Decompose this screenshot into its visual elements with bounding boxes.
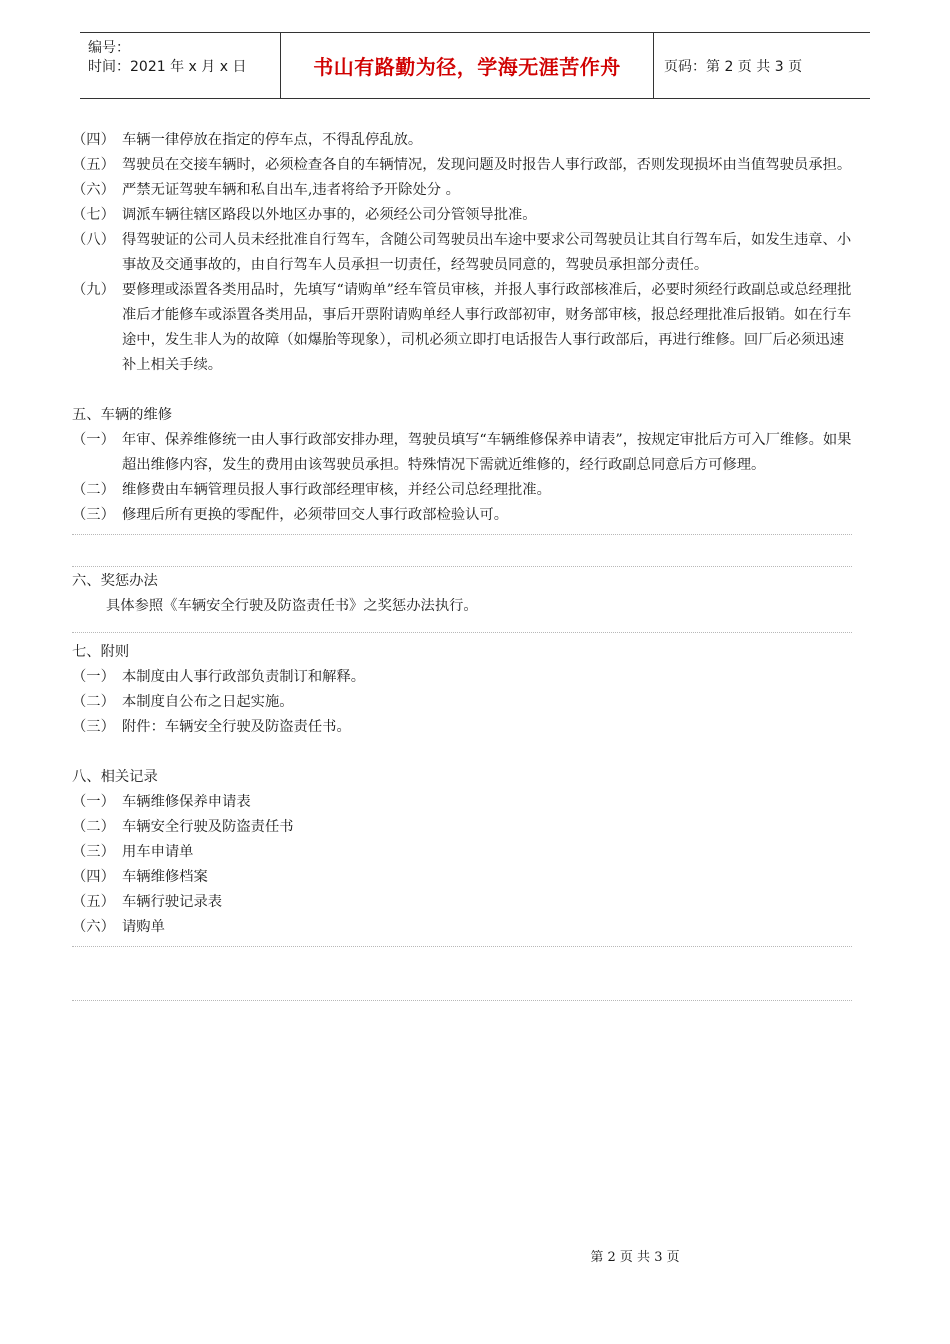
list-item: （三） 附件：车辆安全行驶及防盗责任书。 [72,719,351,735]
list-item: （七） 调派车辆往辖区路段以外地区办事的，必须经公司分管领导批准。 [72,207,537,223]
section-title: 八、相关记录 [72,769,158,785]
section-title: 七、附则 [72,644,130,660]
list-item: （五） 驾驶员在交接车辆时，必须检查各自的车辆情况，发现问题及时报告人事行政部，否则发现损坏由当值驾驶员承担。 [72,157,852,173]
list-item: （八） 得驾驶证的公司人员未经批准自行驾车，含随公司驾驶员出车途中要求公司驾驶员让其自行驾车后，如发生违章、小事故及交通事故的，由自行驾车人员承担一切责任，经驾驶员同意的，驾驶员承担部分责任。 [72,232,852,273]
header-page-info: 页码：第 2 页 共 3 页 [664,58,803,75]
list-item: （三） 用车申请单 [72,844,194,860]
list-item: （六） 请购单 [72,919,165,935]
list-item: （六） 严禁无证驾驶车辆和私自出车,违者将给予开除处分 。 [72,182,460,198]
list-item: （三） 修理后所有更换的零配件，必须带回交人事行政部检验认可。 [72,507,509,523]
list-item: （五） 车辆行驶记录表 [72,894,223,910]
dotted-divider [72,528,852,535]
section-4-continued [72,128,852,378]
header-time-label: 时间：2021 年 x 月 x 日 [88,59,247,75]
section-8 [72,765,852,940]
list-item: （九） 要修理或添置各类用品时，先填写“请购单”经车管员审核，并报人事行政部核准后，必要时须经行政副总或总经理批准后才能修车或添置各类用品，事后开票附请购单经人事行政部初审，财务部审核，报总经理批准后报销。如在行车途中，发生非人为的故障（如爆胎等现象），司机必须立即打电话报告人事行政部后，再进行维修。回厂后必须迅速补上相关手续。 [72,282,852,373]
header-code-label: 编号： [88,40,130,56]
section-6 [72,569,852,619]
list-item: （二） 车辆安全行驶及防盗责任书 [72,819,294,835]
list-item: （四） 车辆维修档案 [72,869,208,885]
list-item: （一） 年审、保养维修统一由人事行政部安排办理，驾驶员填写“车辆维修保养申请表”，按规定审批后方可入厂维修。如果超出维修内容，发生的费用由该驾驶员承担。特殊情况下需就近维修的，经行政副总同意后方可修理。 [72,432,852,473]
list-item: （四） 车辆一律停放在指定的停车点，不得乱停乱放。 [72,132,423,148]
section-paragraph: 具体参照《车辆安全行驶及防盗责任书》之奖惩办法执行。 [106,598,478,614]
dotted-divider [72,619,852,633]
header-meta [80,33,281,98]
section-title: 六、奖惩办法 [72,573,158,589]
list-item: （二） 本制度自公布之日起实施。 [72,694,294,710]
header-motto: 书山有路勤为径，学海无涯苦作舟 [281,33,654,98]
list-item: （一） 车辆维修保养申请表 [72,794,251,810]
dotted-divider [72,947,852,1001]
dotted-divider [72,940,852,947]
page-header [80,32,870,99]
section-7 [72,640,852,740]
page-footer: 第 2 页 共 3 页 [590,1250,680,1265]
dotted-divider [72,535,852,567]
list-item: （二） 维修费由车辆管理员报人事行政部经理审核，并经公司总经理批准。 [72,482,551,498]
list-item: （一） 本制度由人事行政部负责制订和解释。 [72,669,366,685]
document-body [72,128,852,1001]
section-title: 五、车辆的维修 [72,407,173,423]
section-5 [72,403,852,528]
